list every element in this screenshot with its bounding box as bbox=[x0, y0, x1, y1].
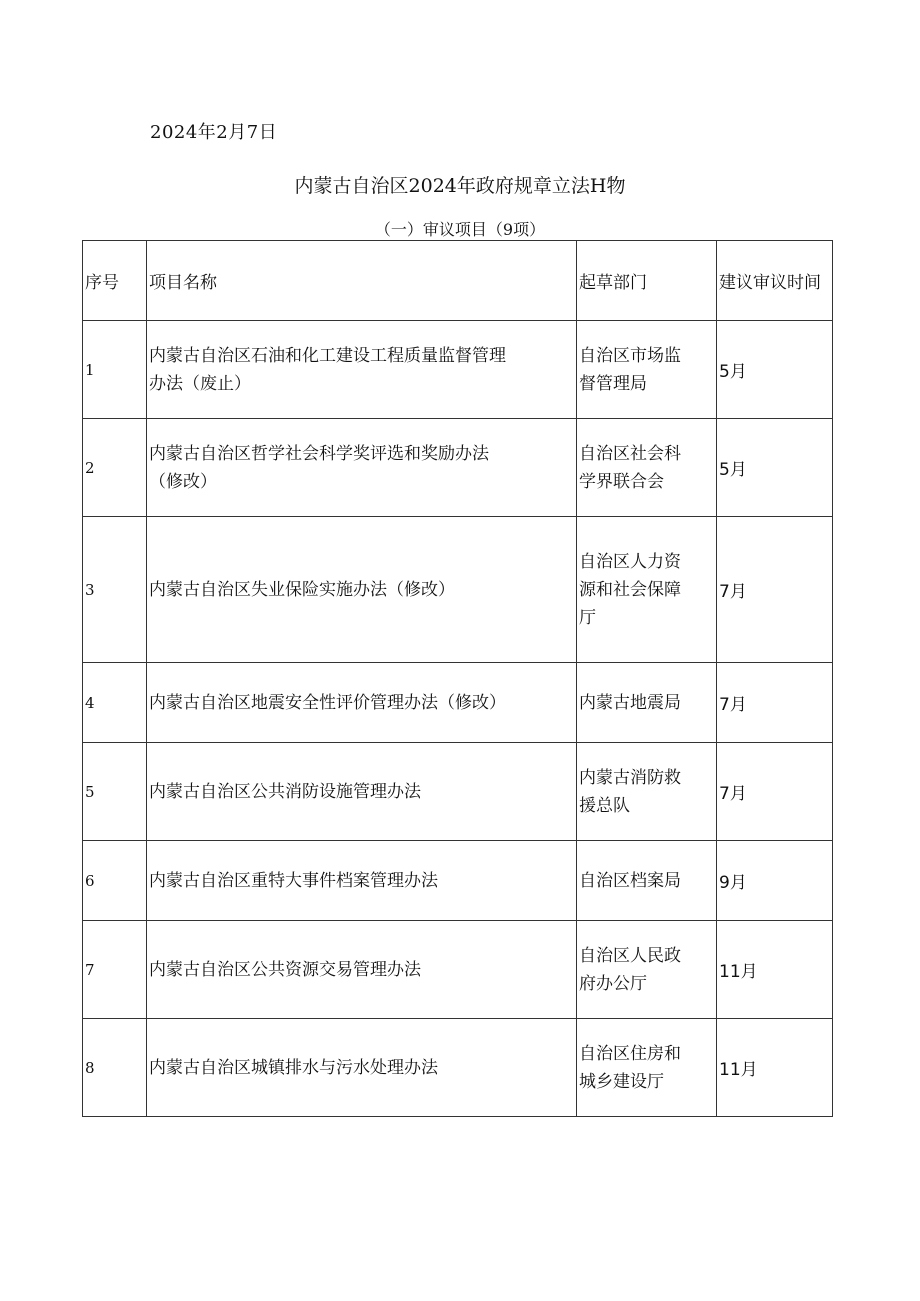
table-row bbox=[83, 517, 833, 663]
table-row bbox=[83, 921, 833, 1019]
row-department: 自治区社会科 学界联合会 bbox=[577, 419, 717, 517]
table-row bbox=[83, 743, 833, 841]
header-drafting-department: 起草部门 bbox=[577, 241, 717, 321]
row-number: 5 bbox=[83, 743, 147, 841]
table-row bbox=[83, 663, 833, 743]
row-project-name: 内蒙古自治区城镇排水与污水处理办法 bbox=[147, 1019, 577, 1117]
row-review-time: 7月 bbox=[717, 743, 833, 841]
table-row bbox=[83, 1019, 833, 1117]
row-department: 自治区市场监 督管理局 bbox=[577, 321, 717, 419]
row-project-name: 内蒙古自治区失业保险实施办法（修改） bbox=[147, 517, 577, 663]
header-number: 序号 bbox=[83, 241, 147, 321]
table-row bbox=[83, 419, 833, 517]
row-review-time: 9月 bbox=[717, 841, 833, 921]
row-project-name: 内蒙古自治区哲学社会科学奖评选和奖励办法 （修改） bbox=[147, 419, 577, 517]
row-review-time: 11月 bbox=[717, 1019, 833, 1117]
row-review-time: 7月 bbox=[717, 663, 833, 743]
row-department: 内蒙古消防救 援总队 bbox=[577, 743, 717, 841]
row-department: 自治区住房和 城乡建设厅 bbox=[577, 1019, 717, 1117]
row-department: 自治区档案局 bbox=[577, 841, 717, 921]
row-project-name: 内蒙古自治区石油和化工建设工程质量监督管理 办法（废止） bbox=[147, 321, 577, 419]
row-project-name: 内蒙古自治区地震安全性评价管理办法（修改） bbox=[147, 663, 577, 743]
row-department: 自治区人力资 源和社会保障 厅 bbox=[577, 517, 717, 663]
section-subtitle: （一）审议项目（9项） bbox=[374, 220, 546, 239]
row-number: 8 bbox=[83, 1019, 147, 1117]
row-number: 6 bbox=[83, 841, 147, 921]
row-number: 7 bbox=[83, 921, 147, 1019]
row-department: 内蒙古地震局 bbox=[577, 663, 717, 743]
row-project-name: 内蒙古自治区公共消防设施管理办法 bbox=[147, 743, 577, 841]
table-row bbox=[83, 841, 833, 921]
row-review-time: 7月 bbox=[717, 517, 833, 663]
row-number: 2 bbox=[83, 419, 147, 517]
row-review-time: 5月 bbox=[717, 419, 833, 517]
legislation-plan-table bbox=[82, 240, 833, 1117]
row-department: 自治区人民政 府办公厅 bbox=[577, 921, 717, 1019]
row-project-name: 内蒙古自治区重特大事件档案管理办法 bbox=[147, 841, 577, 921]
table-row bbox=[83, 321, 833, 419]
document-title: 内蒙古自治区2024年政府规章立法H物 bbox=[294, 175, 626, 197]
row-number: 1 bbox=[83, 321, 147, 419]
document-date: 2024年2月7日 bbox=[150, 122, 278, 143]
row-review-time: 5月 bbox=[717, 321, 833, 419]
row-project-name: 内蒙古自治区公共资源交易管理办法 bbox=[147, 921, 577, 1019]
header-project-name: 项目名称 bbox=[147, 241, 577, 321]
row-number: 3 bbox=[83, 517, 147, 663]
header-review-time: 建议审议时间 bbox=[717, 241, 833, 321]
table-header-row bbox=[83, 241, 833, 321]
row-review-time: 11月 bbox=[717, 921, 833, 1019]
row-number: 4 bbox=[83, 663, 147, 743]
